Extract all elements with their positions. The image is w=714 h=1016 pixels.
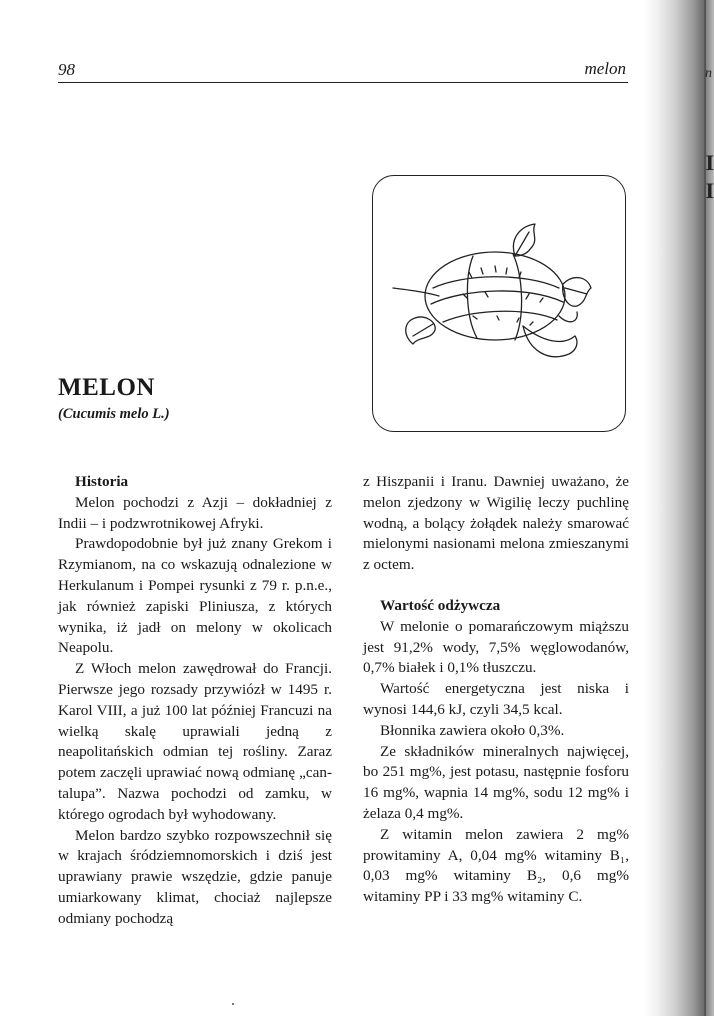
adjacent-page-glyph: I bbox=[705, 150, 714, 175]
section-heading-wartosc-odzywcza: Wartość odżywcza bbox=[380, 596, 501, 614]
entry-title: MELON bbox=[58, 374, 155, 401]
header-rule bbox=[58, 82, 628, 83]
paragraph: Ze składników mineralnych najwięcej, bo 251 mg%, jest potasu, następnie fosforu 16 mg%, wapnia 14 mg%, sodu 12 mg% i żelaza 0,4 mg%. bbox=[363, 742, 629, 822]
paragraph: Błonnika zawiera około 0,3%. bbox=[380, 721, 565, 739]
paragraph-continuation: z Hiszpanii i Iranu. Dawniej uważano, że melon zjedzony w Wigilię leczy puchlinę wodną, a bolący żołądek należy smarować mielonymi nasionami melona zmieszanymi z octem. bbox=[363, 473, 629, 574]
paragraph: W melonie o pomarańczowym miąższu jest 91,2% wody, 7,5% węglowodanów, 0,7% białek i 0,1% tłuszczu. bbox=[363, 617, 629, 677]
running-head: melon bbox=[584, 59, 626, 78]
section-heading-historia: Historia bbox=[75, 473, 129, 490]
paragraph: Prawdopodobnie był już znany Grekom i Rzymianom, na co wskazują odnalezione w Herkulanum i Pompei rysunki z 79 r. p.n.e., jak również zapiski Pliniusza, z których wynika, iż jadł on melony w okolicach Neapolu. bbox=[58, 535, 332, 657]
paragraph: Wartość energetyczna jest niska i wynosi 144,6 kJ, czyli 34,5 kcal. bbox=[363, 680, 629, 718]
paragraph: Melon pochodzi z Azji – dokładniej z Indii – i podzwrotnikowej Afryki. bbox=[58, 493, 332, 532]
adjacent-page-glyph: I bbox=[705, 178, 714, 203]
paragraph: Z witamin melon zawiera 2 mg% prowitaminy A, 0,04 mg% witaminy B₁, 0,03 mg% witaminy B₂, 0,6 mg% witaminy PP i 33 mg% witaminy C. bbox=[363, 825, 629, 906]
entry-latin-name: (Cucumis melo L.) bbox=[58, 406, 170, 422]
right-text-column bbox=[363, 472, 629, 908]
page-number: 98 bbox=[58, 60, 75, 79]
paragraph: Z Włoch melon zawędrował do Francji. Pierwsze jego rozsady przywiózł w 1495 r. Karol VIII, a już 100 lat później Francuzi na wielką skalę uprawiali jedną z neapolitańskich odmian tej rośliny. Zaraz potem zaczęli uprawiać nową odmianę „cantalupa”. Nazwa pochodzi od zamku, w którego ogrodach był wyhodowany. bbox=[58, 660, 332, 823]
paragraph: Melon bardzo szybko rozpowszechnił się w krajach śródziemnomorskich i dziś jest uprawiany prawie wszędzie, gdzie panuje umiarkowany klimat, chociaż najlepsze odmiany pochodzą bbox=[58, 826, 332, 927]
melon-icon bbox=[373, 176, 625, 431]
scan-speck bbox=[232, 1003, 234, 1005]
adjacent-page-glyph: n bbox=[705, 66, 712, 81]
illustration-frame bbox=[372, 175, 626, 432]
left-text-column bbox=[58, 472, 332, 930]
